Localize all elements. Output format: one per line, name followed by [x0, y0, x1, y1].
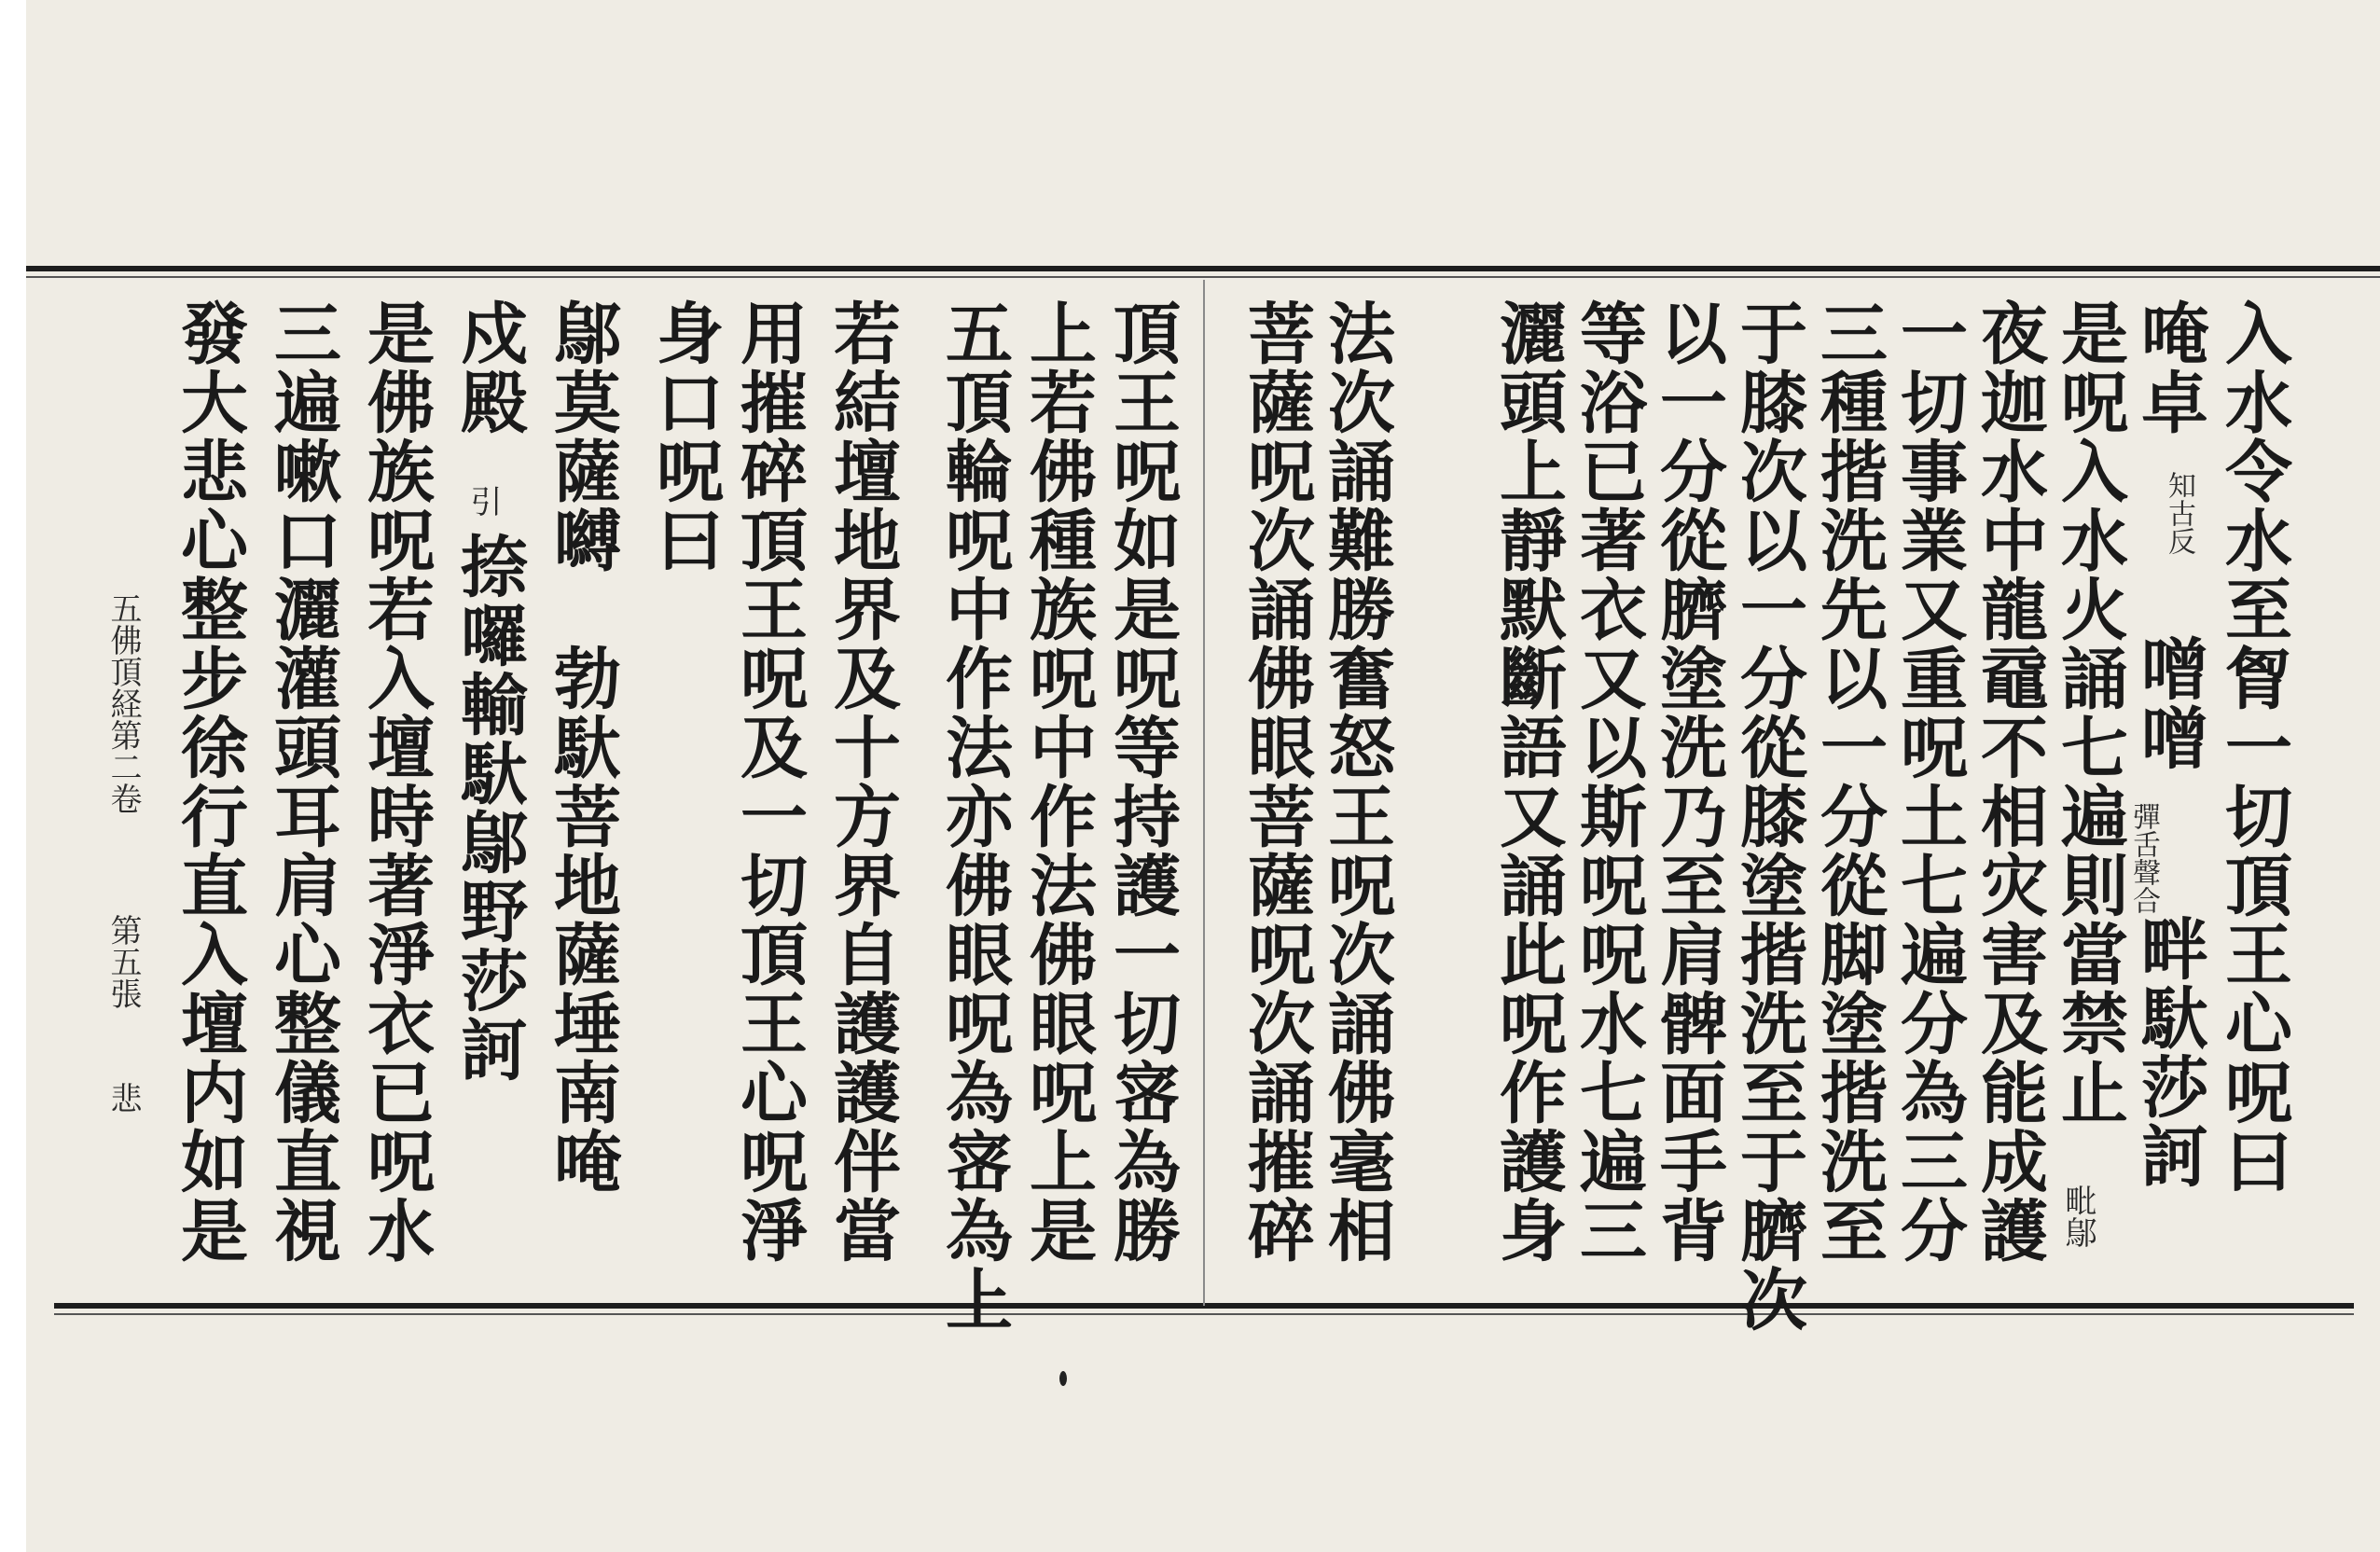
text-column-23: 發大悲心整步徐行直入壇内如是 [170, 298, 249, 1265]
annotation-col2-c: 彈舌聲合 [2127, 802, 2160, 914]
text-column-18: 身口呪曰 [645, 298, 725, 575]
annotation-col3: 毗鄔 [2059, 1185, 2096, 1248]
annotation-col2-d: 畔馱莎訶 [2130, 914, 2209, 1190]
text-column-11: 法次誦難勝奮怒王呪次誦佛毫相 [1317, 298, 1396, 1265]
top-border-rule [26, 266, 2380, 271]
text-column-22: 三遍嗽口灑灌頭耳肩心整儀直視 [263, 298, 342, 1265]
text-column-8: 以一分從臍塗洗乃至肩髀面手背 [1649, 298, 1728, 1265]
text-column-5: 一切事業又重呪土七遍分為三分 [1889, 298, 1969, 1265]
text-column-3: 是呪入水火誦七遍則當禁止 [2050, 298, 2129, 1127]
annotation-col2-b: 噌噌 [2130, 634, 2209, 772]
margin-title: 五佛頂経第二卷 [104, 592, 142, 814]
text-column-20: 戍殿 [450, 298, 529, 436]
top-border-inner-rule [26, 276, 2380, 278]
margin-sheet-number: 第五張 [104, 914, 142, 1009]
text-column-12: 菩薩呪次誦佛眼菩薩呪次誦摧碎 [1237, 298, 1316, 1265]
text-column-10: 灑頭上靜默斷語又誦此呪作護身 [1488, 298, 1568, 1265]
text-column-2: 唵卓 [2130, 298, 2209, 436]
text-column-16: 若結壇地界及十方界自護護伴當 [823, 298, 902, 1265]
text-column-4: 夜迦水中龍黿不相灾害及能成護 [1970, 298, 2049, 1265]
text-column-17: 用摧碎頂王呪及一切頂王心呪淨 [729, 298, 809, 1265]
margin-mark: 悲 [104, 1082, 142, 1114]
text-column-7: 于膝次以一分從膝塗揩洗至于臍次 [1729, 298, 1808, 1334]
annotation-col20-b: 捺囉輸馱鄔野莎訶 [450, 532, 529, 1084]
text-column-1: 入水令水至胷一切頂王心呪曰 [2214, 298, 2293, 1196]
text-column-6: 三種揩洗先以一分從脚塗揩洗至 [1809, 298, 1889, 1265]
text-column-21: 是佛族呪若入壇時著淨衣已呪水 [356, 298, 436, 1265]
text-column-9: 等浴已著衣又以斯呪呪水七遍三 [1569, 298, 1648, 1265]
center-fold-line [1203, 280, 1205, 1306]
ink-spot [1059, 1371, 1067, 1386]
annotation-col2-a: 知古反 [2163, 471, 2195, 555]
annotation-col20-a: 引 [464, 485, 502, 517]
text-column-13: 頂王呪如是呪等持護一切宻為勝 [1102, 298, 1182, 1265]
text-column-15: 五頂輪呪中作法亦佛眼呪為宻為上 [934, 298, 1014, 1334]
text-column-19: 鄔莫薩嚩 勃馱菩地薩埵南唵 [543, 298, 622, 1196]
bottom-border-inner-rule [54, 1313, 2354, 1315]
text-column-14: 上若佛種族呪中作法佛眼呪上是 [1018, 298, 1098, 1265]
